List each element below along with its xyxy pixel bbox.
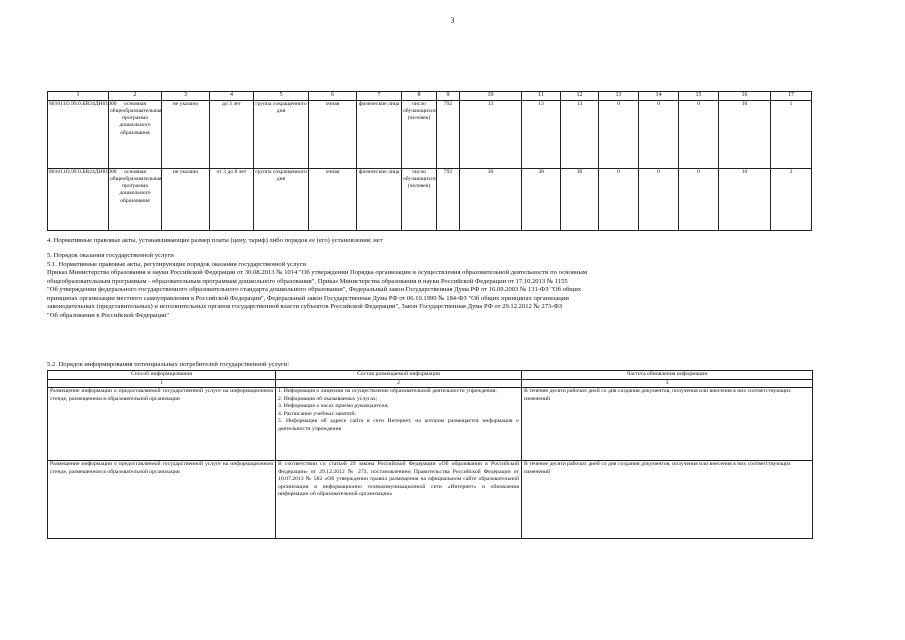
legal-acts-line: принципах организации местного самоуправления в Российской Федерации", Федеральный закон Государственная Дума РФ от 06.10.1999 № 184-ФЗ "Об общих принципах организации — [47, 294, 569, 302]
value-cell: 3 — [771, 169, 812, 231]
service-procedure-section — [47, 252, 827, 321]
value-cell: 0 — [639, 169, 679, 231]
column-number: 3 — [162, 92, 210, 101]
value-cell: 1 — [771, 101, 812, 169]
value-cell: 0 — [599, 101, 639, 169]
column-number: 9 — [437, 92, 460, 101]
column-number: 13 — [599, 92, 639, 101]
content-item: 3. Информация о часах приема руководителя; — [278, 403, 389, 410]
table-row — [48, 169, 812, 231]
column-number: 12 — [561, 92, 599, 101]
value-cell: 0 — [679, 169, 719, 231]
program-name: основная общеобразовательная программа дошкольного образования — [109, 101, 162, 169]
content-item: 4. Расписание учебных занятий; — [278, 410, 356, 417]
value-cell: 0 — [679, 101, 719, 169]
column-header: Частота обновления информации — [522, 371, 813, 380]
value-cell: 10 — [719, 101, 771, 169]
subsection-title: 5.1. Нормативные правовые акты, регулирующие порядок оказания государственной услуги — [47, 260, 306, 268]
legal-acts-line: законодательных (представительных) и исполнительных органов государственной власти субъектов Российской Федерации", Закон Государственная Дума РФ от 29.12.2012 № 273-ФЗ — [47, 303, 563, 311]
table-row — [48, 461, 813, 539]
column-number: 1 — [48, 92, 109, 101]
column-number: 3 — [522, 379, 813, 388]
legal-acts-line: общеобразовательным программам - образовательным программам дошкольного образования", Приказ Министерства образования и науки Российской Федерации от 17.10.2013 № 1155 — [47, 277, 568, 285]
column-header: Состав размещаемой информации — [276, 371, 522, 380]
column-number: 17 — [771, 92, 812, 101]
column-number: 10 — [460, 92, 522, 101]
education-form: очная — [309, 101, 357, 169]
section-title: 5. Порядок оказания государственной услуги — [47, 252, 174, 259]
value-cell: 30 — [460, 169, 522, 231]
indicator-name: число обучающихся (человек) — [402, 101, 437, 169]
informing-method: Размещение информации о предоставляемой государственной услуге на информационном стенде, размещенном в образовательной организации — [48, 461, 276, 539]
age-group: от 3 до 8 лет — [210, 169, 254, 231]
education-form: очная — [309, 169, 357, 231]
column-number: 11 — [522, 92, 561, 101]
age-group: до 3 лет — [210, 101, 254, 169]
content-item: В соответствии со статьей 29 закона Российской Федерации «Об образовании в Российской Федерации» от 29.12.2012 № 273, постановлением Правительства Российской Федерации от 10.07.2013 № 582 «Об утверждении правил размещения на официальном сайте образовательной организации в информационно телекоммуникационной сети «Интернет» и обновления информации об образовательной организации» — [278, 461, 519, 498]
service-volume-table — [47, 91, 812, 231]
column-header: Способ информирования — [48, 371, 276, 380]
consumer-type: физические лица — [357, 101, 402, 169]
registry-code: 801011О.99.0.БВ24ДН01000 — [48, 101, 109, 169]
informing-procedure-title: 5.2. Порядок информирования потенциальных потребителей государственной услуги: — [47, 361, 290, 368]
value-cell: 13 — [561, 101, 599, 169]
legal-acts-line: "Об утверждении федерального государственного образовательного стандарта дошкольного образования", Федеральный закон Государственная Дума РФ от 16.09.2003 № 131-ФЗ "Об общих — [47, 286, 582, 294]
column-number: 6 — [309, 92, 357, 101]
consumer-type: физические лица — [357, 169, 402, 231]
column-number: 2 — [109, 92, 162, 101]
column-number: 8 — [402, 92, 437, 101]
legal-acts-line: Приказ Министерства образования и науки Российской Федерации от 30.08.2013 № 1014 "Об утверждении Порядка организации и осуществления образовательной деятельности по основным — [47, 269, 588, 277]
column-number: 4 — [210, 92, 254, 101]
table-row — [48, 388, 813, 461]
okei-code: 792 — [437, 169, 460, 231]
update-frequency: В течение десяти рабочих дней со дня создания документов, получения или внесения в них соответствующих изменений — [522, 461, 813, 539]
payment-acts-paragraph: 4. Нормативные правовые акты, устанавливающие размер платы (цену, тариф) либо порядок ее (его) установления: нет — [47, 237, 383, 244]
value-cell: 30 — [561, 169, 599, 231]
stay-mode: группа сокращенного дня — [254, 101, 309, 169]
column-number: 2 — [276, 379, 522, 388]
program-name: основная общеобразовательная программа дошкольного образования — [109, 169, 162, 231]
value-cell: 30 — [522, 169, 561, 231]
legal-acts-line: "Об образовании в Российской Федерации" — [47, 311, 170, 319]
value-cell: 10 — [719, 169, 771, 231]
update-frequency: В течение десяти рабочих дней со дня создания документов, получения или внесения в них соответствующих изменений — [522, 388, 813, 461]
value-cell: 13 — [460, 101, 522, 169]
column-number-row — [48, 92, 812, 101]
content-item: 2. Информация об оказываемых услугах; — [278, 395, 378, 402]
consumer-category: не указано — [162, 169, 210, 231]
informing-table — [47, 370, 813, 539]
table-row — [48, 101, 812, 169]
value-cell: 0 — [639, 101, 679, 169]
okei-code: 792 — [437, 101, 460, 169]
information-content — [276, 388, 522, 461]
column-number: 16 — [719, 92, 771, 101]
indicator-name: число обучающихся (человек) — [402, 169, 437, 231]
column-number: 15 — [679, 92, 719, 101]
column-number-row — [48, 379, 813, 388]
value-cell: 0 — [599, 169, 639, 231]
information-content — [276, 461, 522, 539]
stay-mode: группа сокращенного дня — [254, 169, 309, 231]
registry-code: 801011О.99.0.БВ24ДН81000 — [48, 169, 109, 231]
column-number: 14 — [639, 92, 679, 101]
informing-method: Размещение информации о предоставляемой государственной услуге на информационном стенде, размещенном в образовательной организации — [48, 388, 276, 461]
value-cell: 13 — [522, 101, 561, 169]
column-number: 1 — [48, 379, 276, 388]
content-item: 1. Информация о лицензии на осуществление образовательной деятельности учреждения; — [278, 388, 497, 395]
consumer-category: не указано — [162, 101, 210, 169]
header-row — [48, 371, 813, 380]
column-number: 5 — [254, 92, 309, 101]
content-item: 5. Информация об адресе сайта в сети Интернет, на котором размещается информация о деятельности учреждения — [278, 418, 519, 432]
column-number: 7 — [357, 92, 402, 101]
page-number: 3 — [450, 16, 455, 25]
